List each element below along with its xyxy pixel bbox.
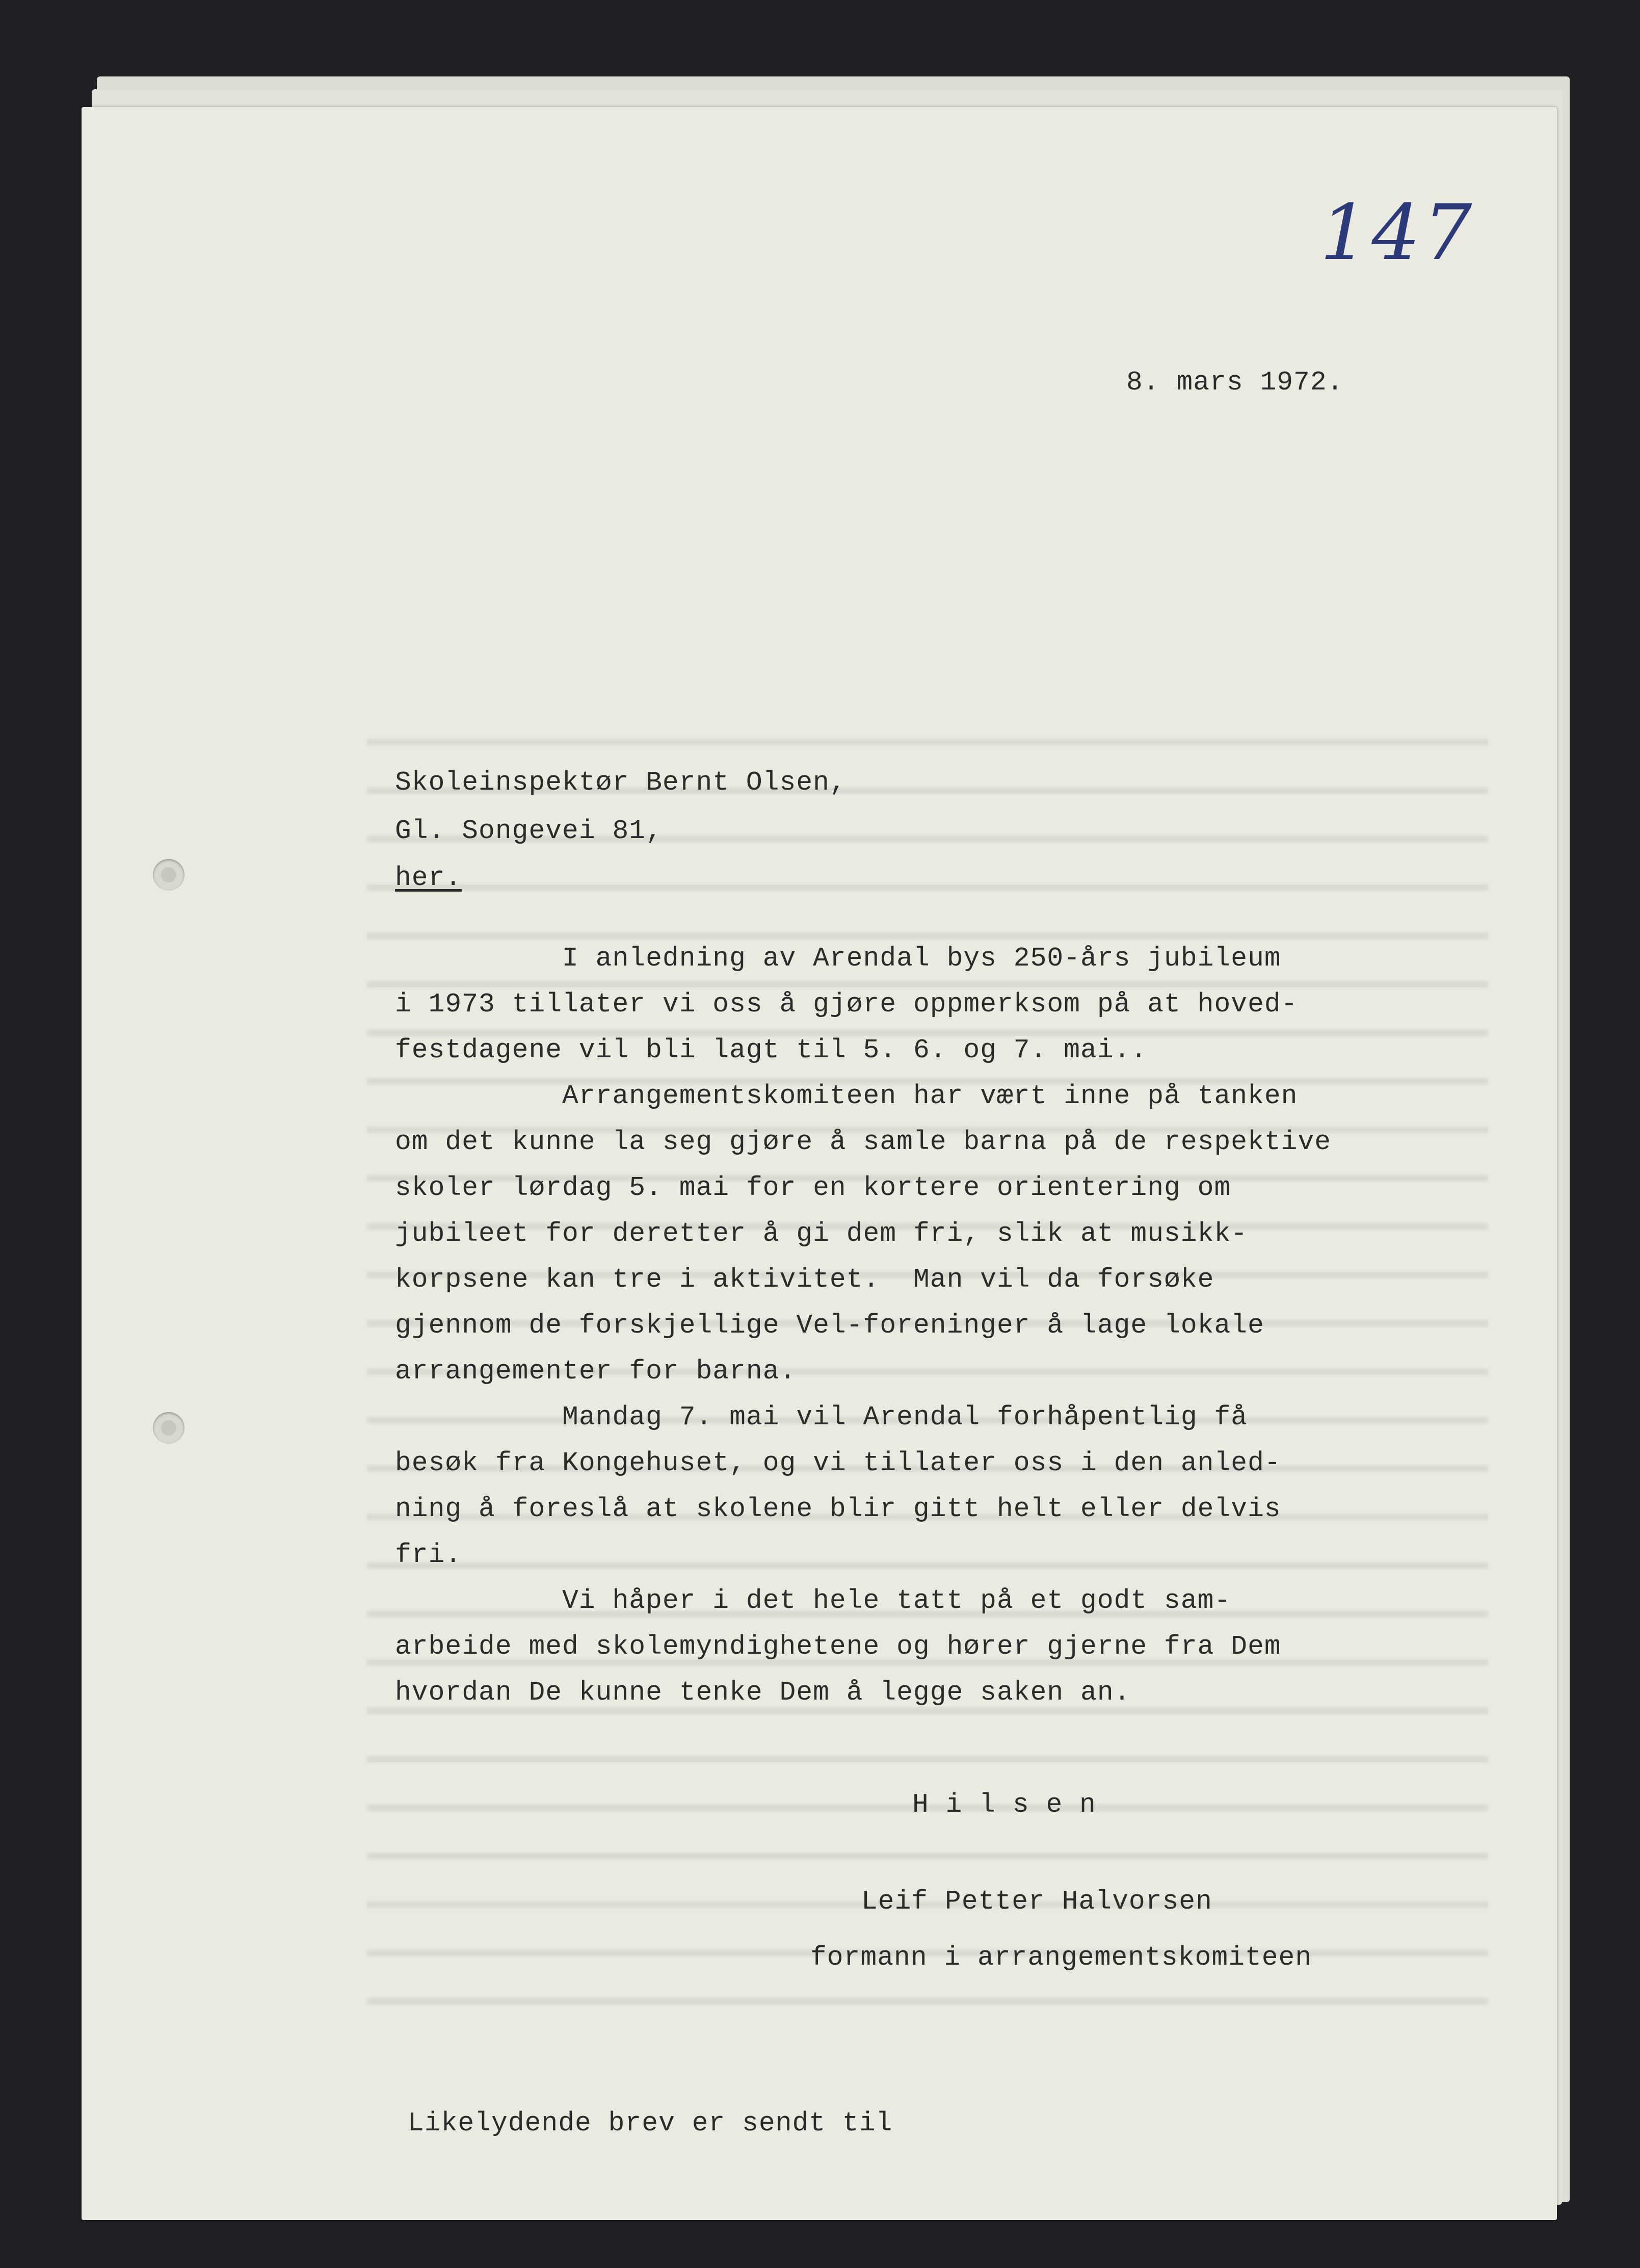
footer-note: Likelydende brev er sendt til	[408, 2108, 893, 2139]
closing-greeting: H i l s e n	[912, 1789, 1096, 1820]
body-line: Mandag 7. mai vil Arendal forhåpentlig få	[395, 1402, 1248, 1432]
recipient-street: Gl. Songevei 81,	[395, 816, 663, 846]
body-line: ning å foreslå at skolene blir gitt helt eller delvis	[395, 1494, 1281, 1524]
body-line: gjennom de forskjellige Vel-foreninger å lage lokale	[395, 1310, 1264, 1341]
body-line: jubileet for deretter å gi dem fri, slik at musikk-	[395, 1218, 1248, 1249]
body-line: arbeide med skolemyndighetene og hører gjerne fra Dem	[395, 1631, 1281, 1662]
signatory-title: formann i arrangementskomiteen	[810, 1942, 1312, 1973]
letter-page	[82, 107, 1557, 2220]
body-line: korpsene kan tre i aktivitet. Man vil da forsøke	[395, 1264, 1214, 1295]
body-line: arrangementer for barna.	[395, 1356, 797, 1387]
body-line: om det kunne la seg gjøre å samle barna på de respektive	[395, 1127, 1332, 1157]
body-line: fri.	[395, 1540, 462, 1570]
recipient-name: Skoleinspektør Bernt Olsen,	[395, 767, 847, 798]
body-line: skoler lørdag 5. mai for en kortere orientering om	[395, 1172, 1231, 1203]
letter-date: 8. mars 1972.	[1126, 367, 1344, 398]
body-line: hvordan De kunne tenke Dem å legge saken an.	[395, 1677, 1131, 1708]
body-line: I anledning av Arendal bys 250-års jubileum	[395, 943, 1281, 974]
punch-hole-lower	[153, 1412, 184, 1444]
body-line: festdagene vil bli lagt til 5. 6. og 7. mai..	[395, 1035, 1148, 1065]
signatory-name: Leif Petter Halvorsen	[861, 1886, 1212, 1917]
recipient-place: her.	[395, 863, 462, 893]
body-line: besøk fra Kongehuset, og vi tillater oss i den anled-	[395, 1448, 1281, 1478]
body-line: Arrangementskomiteen har vært inne på tanken	[395, 1081, 1298, 1111]
folio-number: 147	[1320, 189, 1475, 277]
body-line: Vi håper i det hele tatt på et godt sam-	[395, 1585, 1231, 1616]
punch-hole-upper	[153, 859, 184, 891]
body-line: i 1973 tillater vi oss å gjøre oppmerksom på at hoved-	[395, 989, 1298, 1020]
